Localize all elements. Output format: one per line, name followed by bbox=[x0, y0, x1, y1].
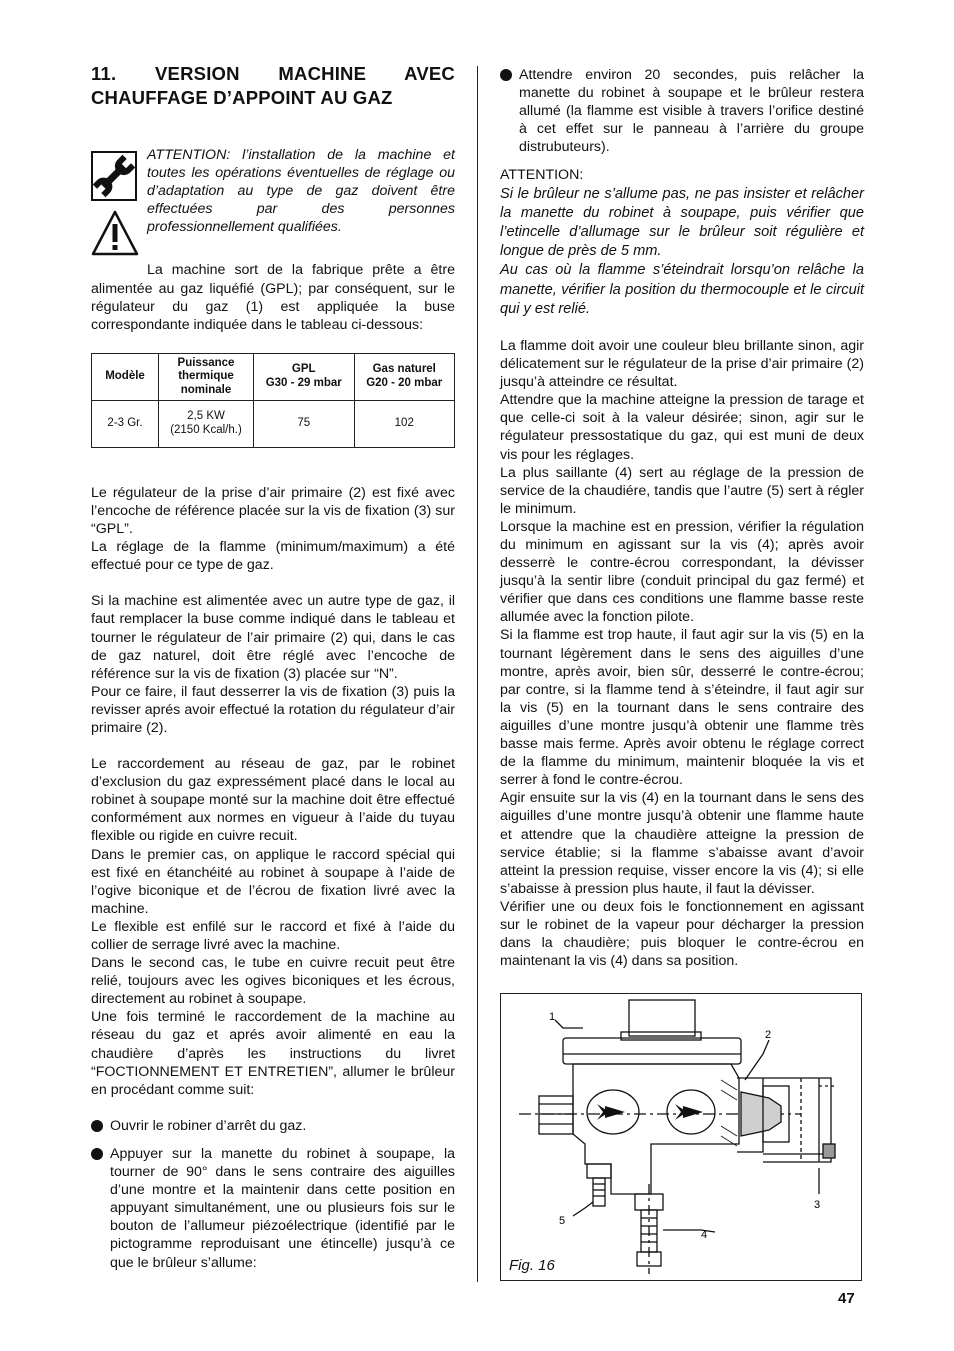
list-item: Attendre environ 20 secondes, puis relâcher la manette du robinet à soupape et le brûleur restera allumé (la flamme est visible à travers l’orifice destiné à cet effet sur le panneau à l’arrière du groupe distrubuteurs). bbox=[500, 66, 864, 156]
safety-warning bbox=[91, 146, 455, 334]
bullet-icon bbox=[500, 69, 512, 81]
attention-paragraph: Si le brûleur ne s’allume pas, ne pas insister et relâcher la manette du robinet à soupape, puis vérifier que l’etincelle d’allumage sur le brûleur soit régulière et longue de près de 5 mm. bbox=[500, 185, 864, 260]
bullet-icon bbox=[91, 1148, 103, 1160]
list-item: Ouvrir le robiner d’arrêt du gaz. bbox=[91, 1117, 455, 1135]
figure-16 bbox=[500, 993, 862, 1281]
figure-label-4: 4 bbox=[701, 1229, 708, 1241]
list-item: Appuyer sur la manette du robinet à soupape, la tourner de 90° dans le sens contraire des aiguilles d’une montre et la maintenir dans cette position en appuyant simultanément, une ou plusieurs fois sur le bouton de l’allumeur piézoélectrique (identifié par le pictogramme reproduisant une étincelle) jusqu’à ce que le brûleur s’allume: bbox=[91, 1145, 455, 1272]
page-number: 47 bbox=[838, 1290, 855, 1307]
paragraph: Le raccordement au réseau de gaz, par le robinet d’exclusion du gaz expressément placé dans le local au robinet à soupape monté sur la machine doit être effectué conformément aux normes en vigueur à l’aide du tuyau flexible ou rigide en cuivre recuit. bbox=[91, 756, 455, 845]
section-title bbox=[91, 62, 455, 110]
paragraph: Lorsque la machine est en pression, vérifier la régulation du minimum en agissant sur la vis (4); après avoir desserrè le contre-écrou correspondant, la dévisser jusqu’à la sentir libre (conduit principal du gaz fermé) et vérifier que dans ces conditions une flamme basse reste allumée avec la fonction pilote. bbox=[500, 518, 864, 626]
figure-label-2: 2 bbox=[765, 1029, 772, 1041]
paragraph: Agir ensuite sur la vis (4) en la tournant dans le sens des aiguilles d’une montre jusqu’à obtenir une flamme haute et attendre que la chaudière atteigne la pression de service établie; si la flamme s’abaisse avant d’avoir atteint la pression requise, visser encore la vis (4); si elle s’abaisse à pression plus haute, il faut la dévisser. bbox=[500, 790, 864, 897]
figure-label-3: 3 bbox=[814, 1199, 821, 1211]
paragraph: Dans le second cas, le tube en cuivre recuit peut être relié, toujours avec les ogives biconiques et les écrous, directement au robinet à soupape. bbox=[91, 955, 455, 1008]
column-divider bbox=[477, 66, 478, 1282]
header-natural-gas: Gas naturel G20 - 20 mbar bbox=[354, 353, 455, 400]
paragraph: Le régulateur de la prise d’air primaire (2) est fixé avec l’encoche de référence placée sur la vis de fixation (3) sur “GPL”. bbox=[91, 484, 455, 538]
section-title-line2: CHAUFFAGE D’APPOINT AU GAZ bbox=[91, 87, 393, 108]
cell-natural-gas: 102 bbox=[354, 400, 455, 447]
figure-label-5: 5 bbox=[559, 1215, 566, 1227]
header-power: Puissance thermique nominale bbox=[159, 353, 254, 400]
paragraph: La réglage de la flamme (minimum/maximum) a été effectué pour ce type de gaz. bbox=[91, 539, 455, 574]
paragraph: La flamme doit avoir une couleur bleu brillante sinon, agir délicatement sur le régulateur de la prise d’air primaire (2) jusqu’à atteindre ce résultat. bbox=[500, 337, 864, 391]
left-column bbox=[91, 62, 455, 1272]
wrench-icon bbox=[91, 151, 137, 201]
paragraph: Dans le premier cas, on applique le raccord spécial qui est fixé en étanchéité au robinet à soupape à l’aide de l’ogive biconique et de l’écrou de fixation livré avec la machine. bbox=[91, 846, 455, 917]
cell-gpl: 75 bbox=[254, 400, 355, 447]
cell-model: 2-3 Gr. bbox=[92, 400, 159, 447]
header-gpl: GPL G30 - 29 mbar bbox=[254, 353, 355, 400]
table-row bbox=[92, 400, 455, 447]
paragraph: Attendre que la machine atteigne la pression de tarage et que celle-ci soit à la valeur désirée; sinon, agir sur le régulateur pressostatique du gaz, qui est muni de deux vis pour les réglages. bbox=[500, 392, 864, 463]
warning-triangle-icon bbox=[91, 210, 139, 256]
right-column bbox=[500, 66, 864, 970]
attention-paragraph: Au cas où la flamme s’éteindrait lorsqu’on relâche la manette, vérifier la position du thermocouple et le circuit qui y est relié. bbox=[500, 262, 864, 317]
paragraph: Pour ce faire, il faut desserrer la vis de fixation (3) puis la revisser aprés avoir effectué la rotation du régulateur d’air primaire (2). bbox=[91, 683, 455, 736]
section-title-line1: 11. VERSION MACHINE AVEC bbox=[91, 63, 455, 84]
paragraph: Le flexible est enfilé sur le raccord et fixé à l’aide du collier de serrage livré avec la machine. bbox=[91, 918, 455, 953]
paragraph: La plus saillante (4) sert au réglage de la pression de service de la chaudiére, tandis que l’autre (5) sert à régler le minimum. bbox=[500, 464, 864, 517]
intro-paragraph: La machine sort de la fabrique prête a être alimentée au gaz liquéfié (GPL); par conséquent, sur le régulateur du gaz (1) est appliquée la buse correspondante indiquée dans le tableau ci-dessous: bbox=[91, 262, 455, 333]
gas-valve-diagram bbox=[501, 994, 861, 1280]
figure-label-1: 1 bbox=[549, 1011, 556, 1023]
bullet-icon bbox=[91, 1120, 103, 1132]
paragraph: Vérifier une ou deux fois le fonctionnement en agissant sur le robinet de la vapeur pour décharger la pression dans la chaudière; puis bloquer le contre-écrou en maintenant la vis (4) dans sa position. bbox=[500, 898, 864, 970]
paragraph: Si la flamme est trop haute, il faut agir sur la vis (5) en la tournant légèrement dans le sens des aiguilles d’une montre, après avoir, bien sûr, desserré le contre-écrou; par contre, si la flamme tend à s’éteindre, il faut agir sur la vis (5) en la tournant dans le sens contraire des aiguilles d’une montre jusqu’à obtenir une flamme très basse mais ferme. Après avoir obtenu le réglage correct de la flamme du minimum, maintenir bloquée la vis et serrer à fond le contre-écrou. bbox=[500, 627, 864, 789]
gas-spec-table bbox=[91, 353, 455, 448]
paragraph: Une fois terminé le raccordement de la machine au réseau du gaz et aprés avoir alimenté en eau la chaudière d’après les instructions du livret “FOCTIONNEMENT ET ENTRETIEN”, allumer le brûleur en procédant comme suit: bbox=[91, 1009, 455, 1098]
header-model: Modèle bbox=[92, 353, 159, 400]
cell-power: 2,5 KW (2150 Kcal/h.) bbox=[159, 400, 254, 447]
figure-caption: Fig. 16 bbox=[509, 1257, 555, 1274]
attention-label: ATTENTION: bbox=[500, 167, 584, 184]
table-header-row bbox=[92, 353, 455, 400]
paragraph: Si la machine est alimentée avec un autre type de gaz, il faut remplacer la buse comme indiqué dans le tableau et tourner le régulateur de l’air primaire (2) qui, dans le cas de gaz naturel, doit être réglé avec l’encoche de référence sur la vis de fixation (3) placée sur “N”. bbox=[91, 593, 455, 682]
attention-note: ATTENTION: l’installation de la machine et toutes les opérations éventuelles de réglage ou d’adaptation au type de gaz doivent être effectuées par des personnes professionnellement qualifiées. bbox=[147, 147, 455, 236]
